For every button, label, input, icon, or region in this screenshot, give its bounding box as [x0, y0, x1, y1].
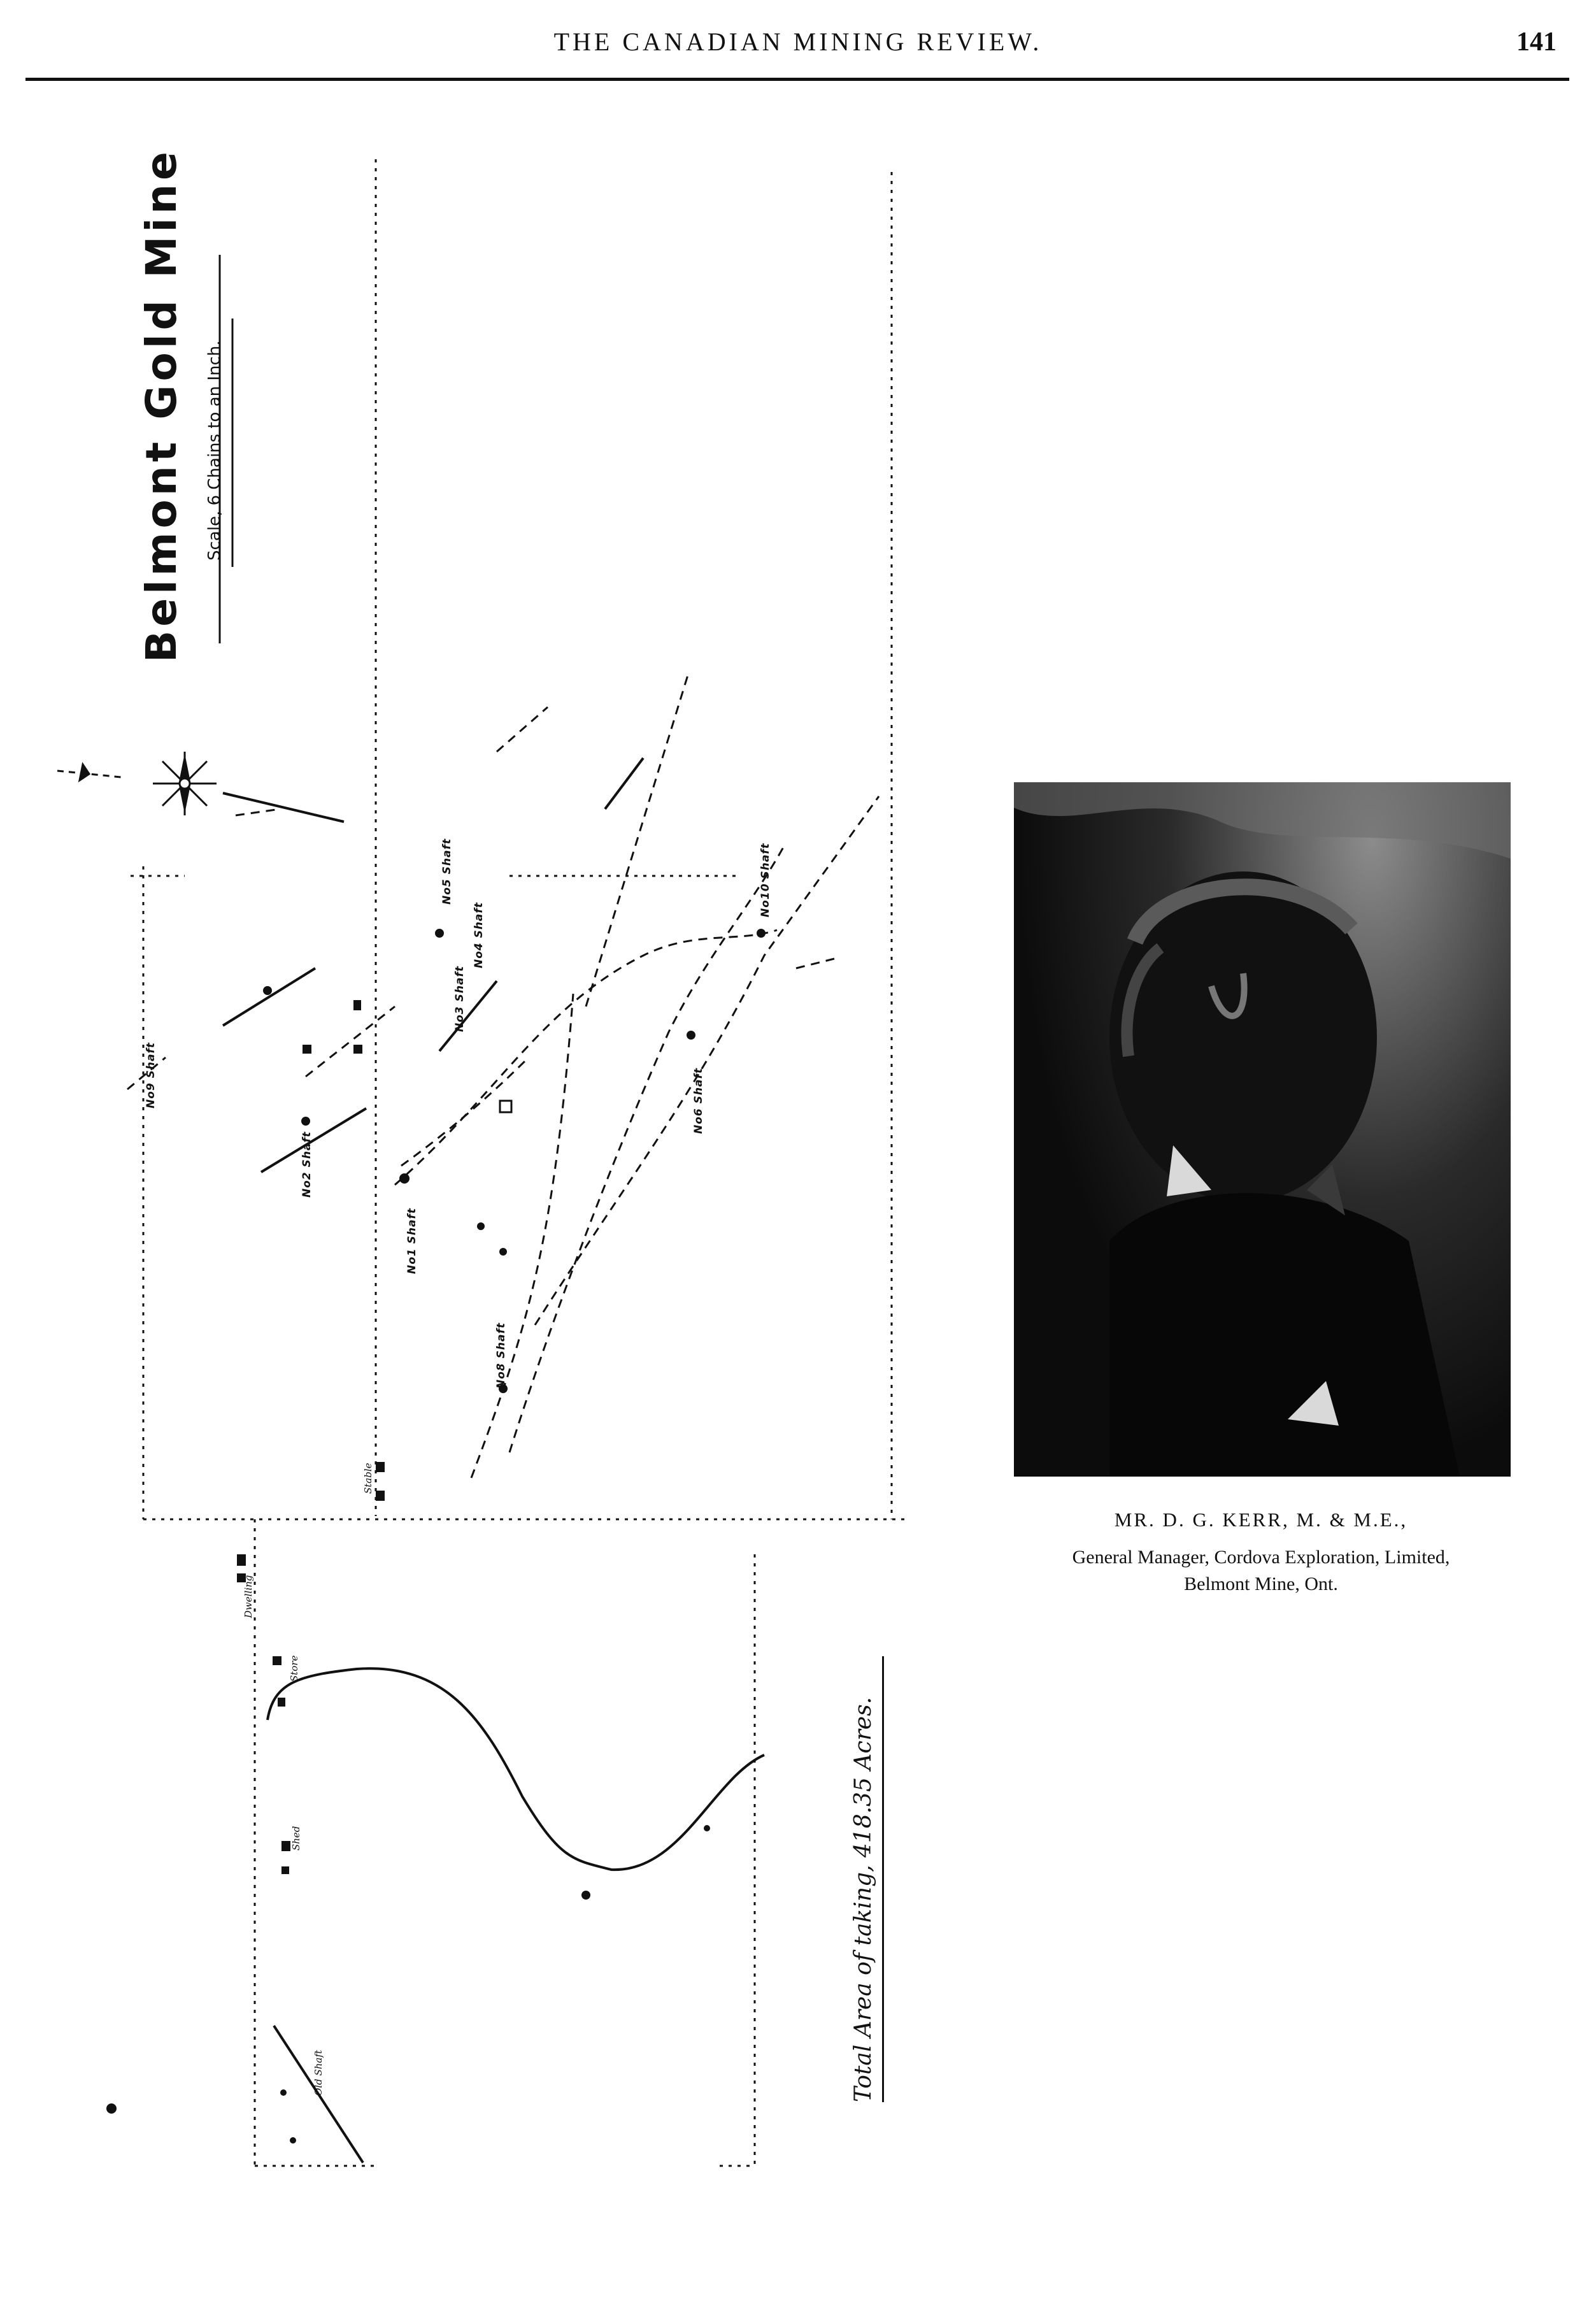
map-scale: Scale, 6 Chains to an Inch.	[205, 340, 224, 561]
caption-name: MR. D. G. KERR, M. & M.E.,	[1114, 1508, 1408, 1531]
caption-line-2: Belmont Mine, Ont.	[1184, 1573, 1338, 1594]
shaft-label: No9 Shaft	[145, 1042, 157, 1108]
page-number: 141	[1516, 27, 1557, 57]
shaft-markers	[106, 929, 766, 2144]
stable-label: Stable	[362, 1463, 374, 1494]
dwelling-label: Dwelling	[243, 1575, 254, 1618]
old-shaft-label: Old Shaft	[313, 2050, 324, 2096]
area-label: Total Area of taking, 418.35 Acres.	[850, 1656, 884, 2102]
shaft-label: No8 Shaft	[495, 1322, 508, 1389]
property-boundary	[131, 148, 904, 2166]
caption-line-1: General Manager, Cordova Exploration, Limited,	[1072, 1547, 1450, 1568]
page-header-title: THE CANADIAN MINING REVIEW.	[553, 27, 1043, 56]
shaft-label: No3 Shaft	[453, 966, 466, 1032]
shed-label: Shed	[290, 1826, 302, 1851]
shaft-label: No2 Shaft	[301, 1131, 313, 1198]
portrait-photo	[1014, 782, 1511, 1477]
vein-lines	[223, 758, 643, 2163]
shaft-label: No4 Shaft	[473, 902, 485, 968]
creek-line	[267, 1668, 764, 1870]
compass-rose	[57, 752, 217, 815]
shaft-label: No1 Shaft	[406, 1208, 418, 1274]
map-title: Belmont Gold Mine	[137, 148, 186, 662]
store-label: Store	[289, 1655, 300, 1682]
shaft-label: No6 Shaft	[692, 1068, 705, 1134]
building-markers	[237, 1000, 511, 1874]
shaft-label: No5 Shaft	[441, 838, 453, 905]
portrait-figure	[1014, 782, 1511, 1477]
shaft-label: No10 Shaft	[759, 843, 772, 917]
caption-role	[981, 1544, 1541, 1598]
